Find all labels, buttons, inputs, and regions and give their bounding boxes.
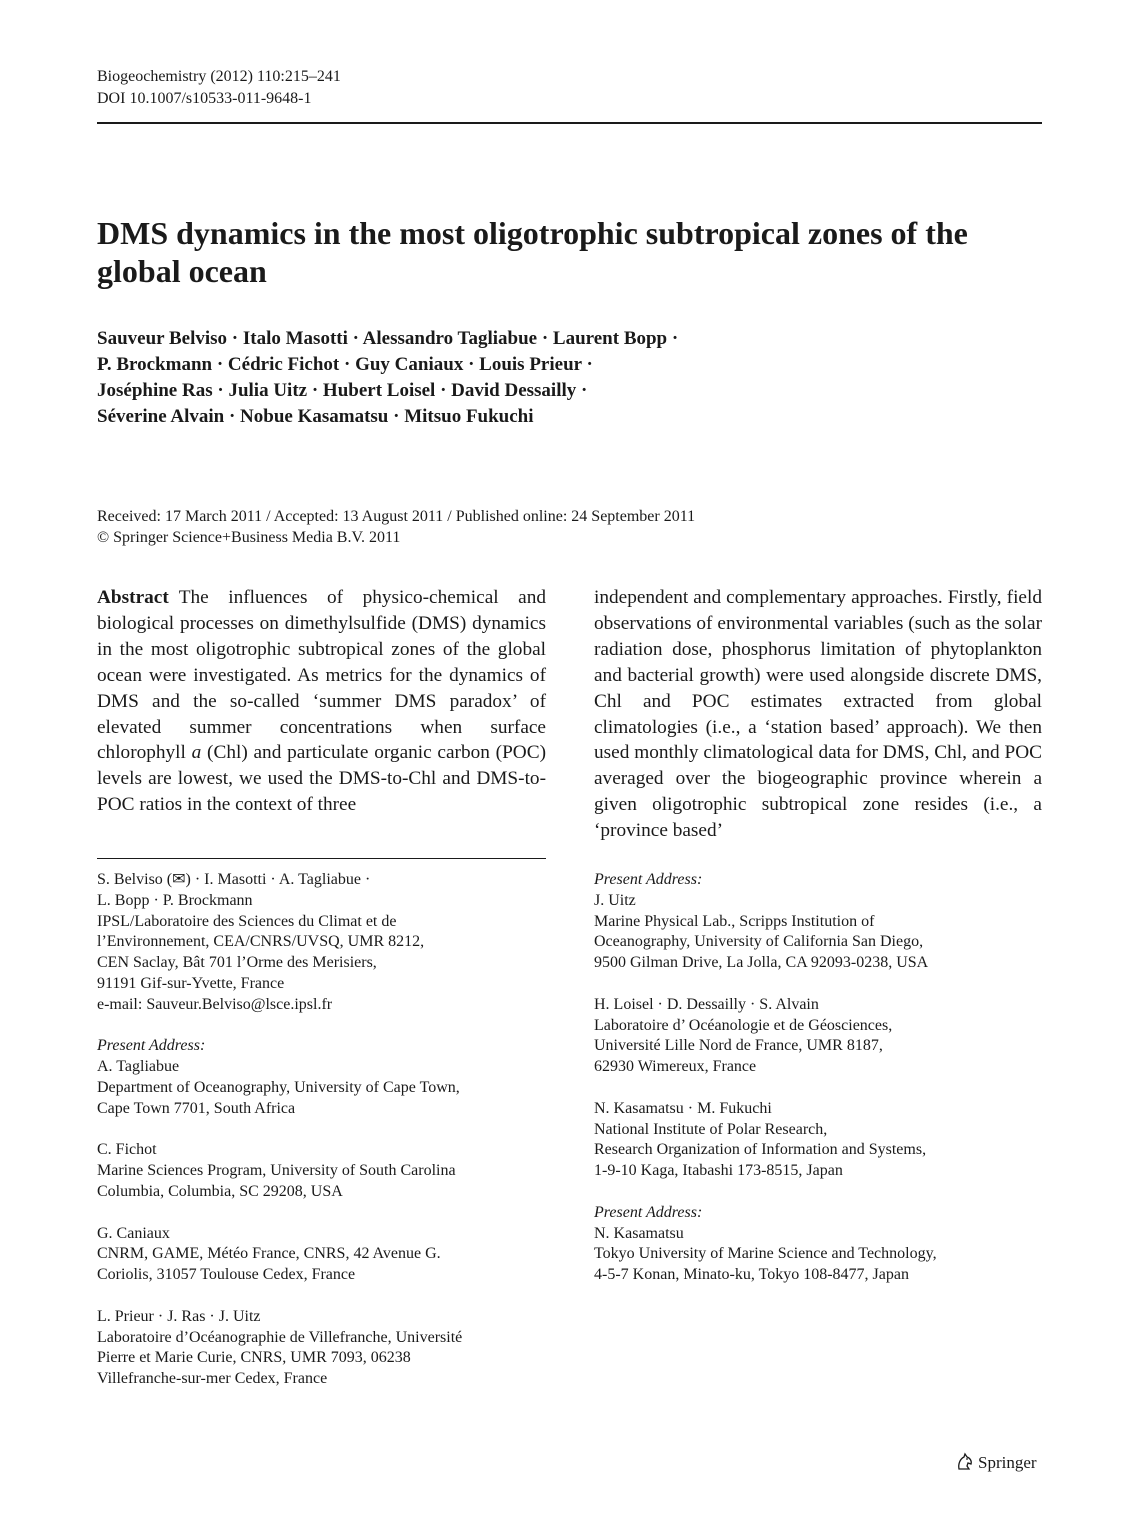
affiliation-line: e-mail: Sauveur.Belviso@lsce.ipsl.fr [97,995,333,1013]
affiliation-line: J. Uitz [594,891,636,909]
affiliation-block [594,1203,1042,1286]
author-line: Séverine Alvain · Nobue Kasamatsu · Mitsuo Fukuchi [97,406,534,427]
affiliation-line: Research Organization of Information and Systems, [594,1141,927,1159]
affiliation-line: Department of Oceanography, University of Cape Town, [97,1078,460,1096]
affiliation-line: L. Bopp · P. Brockmann [97,891,253,909]
affiliation-line: N. Kasamatsu [594,1224,684,1242]
affiliation-line: 9500 Gilman Drive, La Jolla, CA 92093-0238, USA [594,954,929,972]
affiliation-line: 4-5-7 Konan, Minato-ku, Tokyo 108-8477, Japan [594,1266,909,1284]
affiliation-line: Laboratoire d’ Océanologie et de Géosciences, [594,1016,893,1034]
copyright-line: © Springer Science+Business Media B.V. 2011 [97,529,401,546]
author-line: Sauveur Belviso · Italo Masotti · Alessandro Tagliabue · Laurent Bopp · [97,328,679,349]
affiliation-block [594,870,1042,974]
publisher-name: Springer [978,1453,1037,1472]
journal-citation: Biogeochemistry (2012) 110:215–241 [97,68,341,85]
abstract-text-left: The influences of physico-chemical and biological processes on dimethylsulfide (DMS) dynamics in the most oligotrophic subtropical zones of the global ocean were investigated. As metrics for the dynamics of DMS and the so-called ‘summer DMS paradox’ of elevated summer concentrations when surface chlorophyll a (Chl) and particulate organic carbon (POC) levels are lowest, we used the DMS-to-Chl and DMS-to-POC ratios in the context of three [97,587,546,816]
affiliation-line: H. Loisel · D. Dessailly · S. Alvain [594,995,819,1013]
variable-a: a [191,742,202,764]
affiliation-block [97,1036,546,1119]
affiliation-line: CNRM, GAME, Météo France, CNRS, 42 Avenue G. [97,1245,441,1263]
affiliation-line: N. Kasamatsu · M. Fukuchi [594,1099,772,1117]
affiliations-left [97,870,546,1411]
affiliation-line: Coriolis, 31057 Toulouse Cedex, France [97,1266,356,1284]
affiliation-line: l’Environnement, CEA/CNRS/UVSQ, UMR 8212, [97,933,425,951]
affiliation-line: C. Fichot [97,1141,157,1159]
affiliation-line: A. Tagliabue [97,1058,180,1076]
affiliation-line: IPSL/Laboratoire des Sciences du Climat et de [97,912,397,930]
affiliation-block [97,1224,546,1286]
affiliation-block [594,995,1042,1078]
journal-header [97,66,341,110]
footnote-rule [97,858,546,859]
affiliation-line: Columbia, Columbia, SC 29208, USA [97,1182,343,1200]
springer-horse-icon [955,1452,975,1472]
abstract-label: Abstract [97,587,169,608]
present-address-label: Present Address: [594,1203,703,1221]
affiliation-block [97,1307,546,1390]
header-rule [97,122,1042,124]
affiliation-line: Marine Physical Lab., Scripps Institution of [594,912,875,930]
affiliation-line: 62930 Wimereux, France [594,1058,757,1076]
affiliation-line: Laboratoire d’Océanographie de Villefranche, Université [97,1328,463,1346]
abstract-left-column [97,585,546,818]
affiliation-line: Villefranche-sur-mer Cedex, France [97,1370,328,1388]
affiliation-line: Marine Sciences Program, University of South Carolina [97,1162,456,1180]
affiliation-block [594,1099,1042,1182]
present-address-label: Present Address: [97,1037,206,1055]
author-list [97,326,857,430]
paper-title: DMS dynamics in the most oligotrophic subtropical zones of the global ocean [97,215,968,289]
affiliation-line: Tokyo University of Marine Science and Technology, [594,1245,937,1263]
affiliation-line: S. Belviso (✉) · I. Masotti · A. Tagliabue · [97,871,371,888]
affiliation-line: Université Lille Nord de France, UMR 8187, [594,1037,883,1055]
affiliation-line: CEN Saclay, Bât 701 l’Orme des Merisiers, [97,954,377,972]
affiliation-line: L. Prieur · J. Ras · J. Uitz [97,1307,261,1325]
affiliation-line: G. Caniaux [97,1224,170,1242]
affiliation-line: National Institute of Polar Research, [594,1120,828,1138]
affiliation-line: 1-9-10 Kaga, Itabashi 173-8515, Japan [594,1162,843,1180]
history-line: Received: 17 March 2011 / Accepted: 13 August 2011 / Published online: 24 September 2011 [97,508,696,525]
affiliation-line: Oceanography, University of California San Diego, [594,933,924,951]
affiliation-line: Pierre et Marie Curie, CNRS, UMR 7093, 06238 [97,1349,411,1367]
affiliation-block [97,1140,546,1202]
abstract-right-column [594,585,1042,844]
author-line: Joséphine Ras · Julia Uitz · Hubert Loisel · David Dessailly · [97,380,588,401]
abstract-text-right: independent and complementary approaches. Firstly, field observations of environmental variables (such as the solar radiation dose, phosphorus limitation of phytoplankton and bacterial growth) were used alongside discrete DMS, Chl and POC estimates extracted from global climatologies (i.e., a ‘station based’ approach). We then used monthly climatological data for DMS, Chl, and POC averaged over the biogeographic province wherein a given oligotrophic subtropical zone resides (i.e., a ‘province based’ [594,587,1042,842]
doi: DOI 10.1007/s10533-011-9648-1 [97,90,312,107]
springer-logo [955,1451,1037,1475]
affiliation-block [97,870,546,1016]
author-line: P. Brockmann · Cédric Fichot · Guy Caniaux · Louis Prieur · [97,354,593,375]
publication-dates [97,506,695,548]
affiliation-line: 91191 Gif-sur-Yvette, France [97,974,285,992]
affiliation-line: Cape Town 7701, South Africa [97,1099,296,1117]
affiliations-right [594,870,1042,1307]
present-address-label: Present Address: [594,871,703,888]
